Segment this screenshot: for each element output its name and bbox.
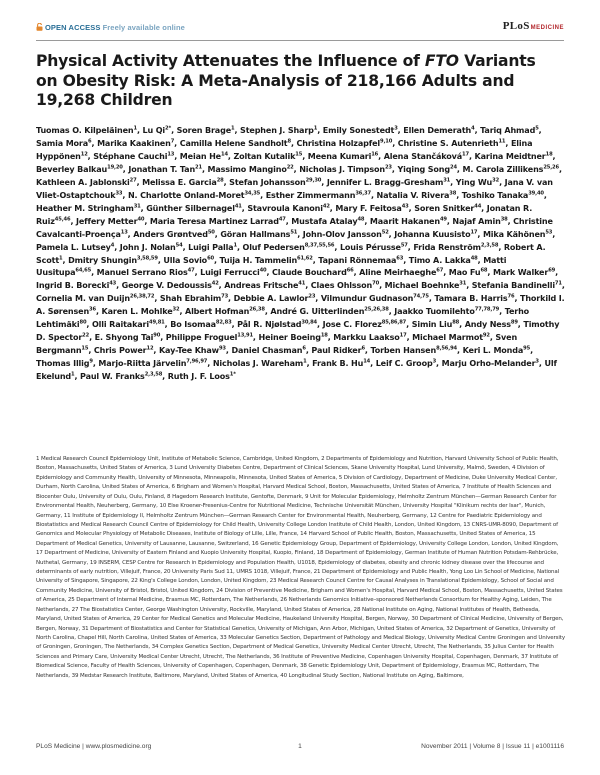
author-affiliation-marker: 80 <box>79 319 87 326</box>
author-name: Ingrid B. Borecki <box>36 281 110 291</box>
author-affiliation-marker: 12 <box>80 151 88 158</box>
author-name: Sven Bergmann <box>36 333 518 356</box>
author-affiliation-marker: 5 <box>535 125 539 132</box>
author-affiliation-marker: 43 <box>401 203 409 210</box>
author-affiliation-marker: 3,58,59 <box>136 255 158 262</box>
gene-name: FTO <box>424 52 459 70</box>
author-name: Bo Isomaa <box>170 320 216 330</box>
author-name: Thorkild I. A. Sørensen <box>36 294 565 317</box>
author-name: Ulla Sovio <box>163 255 208 265</box>
author-name: Tuomas O. Kilpeläinen <box>36 126 134 135</box>
author-affiliation-marker: 6 <box>361 345 365 352</box>
author-affiliation-marker: 1 <box>133 125 137 132</box>
author-name: Meena Kumari <box>307 151 372 161</box>
author-name: Luigi Ferrucci <box>200 268 260 278</box>
author-affiliation-marker: 43 <box>109 280 117 287</box>
author-affiliation-marker: 50 <box>207 229 215 236</box>
author-name: Massimo Mangino <box>207 164 287 174</box>
author-name: Timo A. Lakka <box>408 255 471 265</box>
author-affiliation-marker: 32 <box>172 306 180 313</box>
author-affiliation-marker: 3 <box>394 125 398 132</box>
author-name: Simin Liu <box>411 320 453 330</box>
author-name: Andy Ness <box>464 320 511 330</box>
author-affiliation-marker: 22 <box>286 164 294 171</box>
author-affiliation-marker: 31 <box>459 280 467 287</box>
author-affiliation-marker: 64,65 <box>75 267 92 274</box>
author-affiliation-marker: 15 <box>81 345 89 352</box>
author-affiliation-marker: 82,83 <box>215 319 232 326</box>
author-name: Stéphane Cauchi <box>93 151 168 161</box>
author-affiliation-marker: 42 <box>211 280 219 287</box>
open-access-label: OPEN ACCESS <box>45 23 101 32</box>
author-affiliation-marker: 76 <box>507 293 515 300</box>
author-affiliation-marker: 88 <box>452 319 460 326</box>
author-affiliation-marker: 77,78,79 <box>474 306 500 313</box>
author-affiliation-marker: 63 <box>396 255 404 262</box>
author-name: Olli Raitakari <box>91 320 149 330</box>
author-affiliation-marker: 70 <box>372 280 380 287</box>
page-number: 1 <box>298 743 302 750</box>
author-name: Dmitry Shungin <box>68 255 137 265</box>
author-name: Stavroula Kanoni <box>247 203 323 213</box>
author-affiliation-marker: 57 <box>400 242 408 249</box>
author-name: Jaakko Tuomilehto <box>394 307 475 317</box>
author-name: Heather M. Stringham <box>36 203 134 213</box>
author-affiliation-marker: 23 <box>384 164 392 171</box>
header-rule <box>36 40 564 41</box>
author-name: Tuija H. Tammelin <box>219 255 298 265</box>
author-affiliation-marker: 18 <box>320 332 328 339</box>
author-name: Jose C. Florez <box>322 320 382 330</box>
author-name: Debbie A. Lawlor <box>233 294 309 304</box>
author-name: Mark Walker <box>492 268 549 278</box>
author-affiliation-marker: 61,62 <box>297 255 313 262</box>
author-affiliation-marker: 36 <box>89 306 96 313</box>
author-affiliation-marker: 9 <box>89 358 93 365</box>
author-affiliation-marker: 31 <box>443 177 451 184</box>
author-affiliation-marker: 89 <box>510 319 518 326</box>
author-name: Jennifer L. Bragg-Gresham <box>326 177 444 187</box>
author-name: Jonathan T. Tan <box>128 164 196 174</box>
author-name: Jana V. van Vliet-Ostaptchouk <box>36 177 553 200</box>
author-affiliation-marker: 60 <box>207 255 214 262</box>
author-name: Terho Lehtimäki <box>36 307 530 330</box>
author-affiliation-marker: 14 <box>363 358 371 365</box>
author-name: John-Olov Jansson <box>302 229 382 239</box>
author-affiliation-marker: 7,96,97 <box>186 358 208 365</box>
author-affiliation-marker: 4 <box>471 125 475 132</box>
author-affiliation-marker: 34,35 <box>244 190 261 197</box>
issue-info: November 2011 | Volume 8 | Issue 11 | e1001116 <box>421 743 564 750</box>
author-affiliation-marker: 16 <box>371 151 379 158</box>
author-name: Ying Wu <box>455 177 493 187</box>
author-name: George V. Dedoussis <box>121 281 212 291</box>
author-affiliation-marker: 95 <box>523 345 531 352</box>
author-name: Marika Kaakinen <box>97 138 171 148</box>
author-affiliation-marker: 22 <box>82 332 90 339</box>
author-name: Beverley Balkau <box>36 164 108 174</box>
author-affiliation-marker: 17 <box>470 229 478 236</box>
author-affiliation-marker: 19,20 <box>107 164 123 171</box>
author-affiliation-marker: 2,3,58 <box>144 371 163 378</box>
author-name: Daniel Chasman <box>231 346 303 356</box>
author-name: Karina Meidtner <box>474 151 546 161</box>
author-affiliation-marker: 1* <box>229 371 236 378</box>
author-affiliation-marker: 9,10 <box>380 138 393 145</box>
article-title: Physical Activity Attenuates the Influence of FTO Variants on Obesity Risk: A Meta-Analysis of 218,166 Adults and 19,268 Children <box>36 52 536 109</box>
author-affiliation-marker: 42 <box>322 203 330 210</box>
open-lock-icon <box>36 23 43 31</box>
author-affiliation-marker: 53 <box>545 229 553 236</box>
author-affiliation-marker: 17 <box>462 151 469 158</box>
author-affiliation-marker: 13,91 <box>237 332 253 339</box>
author-name: Johanna Kuusisto <box>394 229 471 239</box>
author-name: Esther Zimmermann <box>265 190 356 200</box>
author-name: Keri L. Monda <box>462 346 524 356</box>
author-name: Robert A. Scott <box>36 242 546 265</box>
author-affiliation-marker: 68 <box>480 267 488 274</box>
author-affiliation-marker: 4 <box>110 242 115 249</box>
author-affiliation-marker: 8 <box>287 138 291 145</box>
author-affiliation-marker: 1 <box>313 125 318 132</box>
author-name: Christina Holzapfel <box>296 138 380 148</box>
author-affiliation-marker: 7 <box>170 138 175 145</box>
author-name: Claude Bouchard <box>272 268 347 278</box>
author-name: Philippe Froguel <box>165 333 238 343</box>
author-name: Günther Silbernagel <box>146 203 235 213</box>
author-name: Luigi Palla <box>188 242 234 252</box>
author-name: Claes Ohlsson <box>310 281 373 291</box>
author-affiliation-marker: 1 <box>59 255 63 262</box>
author-name: Najaf Amin <box>452 216 501 226</box>
author-name: Tapani Rönnemaa <box>318 255 397 265</box>
author-list: Tuomas O. Kilpeläinen$^1$, Lu $Qi^{2*}$, Soren Brage$^1$, Stephen J. Sharp$^1$, Emily Sonestedt$^3$, Ellen Demerath$^4$, Tariq Ahmad$^5$, Samia Mora$^6$, Marika Kaakinen$^7$, Camilla Helene Sandholt$^8$, Christina Holzapfel$^{9,10}$, Christine S. Autenrieth$^{11}$, Elina Hyppönen$^{12}$, Stéphane Cauchi$^{13}$, Meian He$^{14}$, Zoltan Kutalik$^{15}$, Meena Kumari$^{16}$, Alena Stančáková$^{17}$, Karina Meidtner$^{18}$, Beverley Balkau$^{19,20}$, Jonathan T. Tan$^{21}$, Massimo Mangino$^{22}$, Nicholas J. Timpson$^{23}$, Yiqing Song$^{24}$, M. Carola Zillikens$^{25,26}$, Kathleen A. Jablonski$^{27}$, Melissa E. Garcia$^{28}$, Stefan Johansson$^{29,30}$, Jennifer L. Bragg-Gresham$^{31}$, Ying Wu$^{32}$, Jana V. van Vliet-Ostaptchouk$^{33}$, N. Charlotte Onland-Moret$^{34,35}$, Esther Zimmermann$^{36,37}$, Natalia V. Rivera$^{38}$, Toshiko Tanaka$^{39,40}$, Heather M. Stringham$^{31}$, Günther Silbernagel$^{41}$, Stavroula Kanoni$^{42}$, Mary F. Feitosa$^{43}$, Soren Snitker$^{44}$, Jonatan R. Ruiz$^{45,46}$, Jeffery Metter$^{40}$, Maria Teresa Martinez Larrad$^{47}$, Mustafa Atalay$^{48}$, Maarit Hakanen$^{49}$, Najaf Amin$^{38}$, Christine Cavalcanti-Proença$^{13}$, Anders Grøntved$^{50}$, Göran Hallmans$^{51}$, John-Olov Jansson$^{52}$, Johanna Kuusisto$^{17}$, Mika Kähönen$^{53}$, Pamela L. Lutsey$^4$, John J. Nolan$^{54}$, Luigi Palla$^1$, Oluf Pedersen$^{8,37,55,56}$, Louis Pérusse$^{57}$, Frida Renström$^{2,3,58}$, Robert A. Scott$^1$, Dmitry Shungin$^{3,58,59}$, Ulla Sovio$^{60}$, Tuija H. Tammelin$^{61,62}$, Tapani Rönnemaa$^{63}$, Timo A. Lakka$^{48}$, Matti Uusitupa$^{64,65}$, Manuel Serrano Rios$^{47}$, Luigi Ferrucci$^{40}$, Claude Bouchard$^{66}$, Aline Meirhaeghe$^{67}$, Mao Fu$^{68}$, Mark Walker$^{69}$, Ingrid B. Borecki$^{43}$, George V. Dedoussis$^{42}$, Andreas Fritsche$^{41}$, Claes Ohlsson$^{70}$, Michael Boehnke$^{31}$, Stefania Bandinelli$^{71}$, Cornelia M. van Duijn$^{26,38,72}$, Shah Ebrahim$^{73}$, Debbie A. Lawlor$^{23}$, Vilmundur Gudnason$^{74,75}$, Tamara B. Harris$^{76}$, Thorkild I. A. Sørensen$^{36}$, Karen L. Mohlke$^{32}$, Albert Hofman$^{26,38}$, André G. Uitterlinden$^{25,26,38}$, Jaakko Tuomilehto$^{77,78,79}$, Terho Lehtimäki$^{80}$, Olli Raitakari$^{49,81}$, Bo Isomaa$^{82,83}$, Pål R. Njølstad$^{30,84}$, Jose C. Florez$^{85,86,87}$, Simin Liu$^{88}$, Andy Ness$^{89}$, Timothy D. Spector$^{22}$, E. Shyong Tai$^{90}$, Philippe Froguel$^{13,91}$, Heiner Boeing$^{18}$, Markku Laakso$^{17}$, Michael Marmot$^{92}$, Sven Bergmann$^{15}$, Chris Power$^{12}$, Kay-Tee Khaw$^{93}$, Daniel Chasman$^6$, Paul Ridker$^6$, Torben Hansen$^{8,56,94}$, Keri L. Monda$^{95}$, Thomas Illig$^9$, Marjo-Riitta Järvelin$^{7,96,97}$, Nicholas J. Wareham$^1$, Frank B. Hu$^{14}$, Leif C. Groop$^3$, Marju Orho-Melander$^3$, Ulf Ekelund$^1$, Paul W. Franks$^{2,3,58}$, Ruth J. F. Loos$^{1*}$ <box>36 125 565 382</box>
author-affiliation-marker: 41 <box>298 280 306 287</box>
author-affiliation-marker: 51 <box>290 229 298 236</box>
author-name: Paul W. Franks <box>80 372 145 382</box>
author-affiliation-marker: 48 <box>357 216 365 223</box>
author-affiliation-marker: 38 <box>500 216 508 223</box>
author-affiliation-marker: 3 <box>535 358 539 365</box>
author-affiliation-marker: 6 <box>302 345 306 352</box>
author-name: Mao Fu <box>448 268 481 278</box>
author-name: E. Shyong Tai <box>94 333 154 343</box>
author-affiliation-marker: 52 <box>381 229 389 236</box>
author-name: Christine Cavalcanti-Proença <box>36 216 553 239</box>
author-affiliation-marker: 74,75 <box>413 293 429 300</box>
author-name: Nicholas J. Timpson <box>299 164 385 174</box>
author-affiliation-marker: 11 <box>498 138 506 145</box>
author-affiliation-marker: 28 <box>216 177 224 184</box>
author-name: Melissa E. Garcia <box>142 177 217 187</box>
author-name: Mustafa Atalay <box>291 216 358 226</box>
journal-header <box>36 22 564 38</box>
author-affiliation-marker: 15 <box>295 151 303 158</box>
author-affiliation-marker: 47 <box>278 216 286 223</box>
author-affiliation-marker: 36,37 <box>355 190 371 197</box>
author-affiliation-marker: 44 <box>474 203 482 210</box>
author-name: Zoltan Kutalik <box>233 151 296 161</box>
author-affiliation-marker: 21 <box>195 164 202 171</box>
author-name: Leif C. Groop <box>375 359 433 369</box>
author-name: Cornelia M. van Duijn <box>36 294 130 304</box>
author-affiliation-marker: 45,46 <box>54 216 71 223</box>
author-name: Albert Hofman <box>185 307 250 317</box>
author-name: Meian He <box>179 151 221 161</box>
author-name: Göran Hallmans <box>220 229 291 239</box>
author-affiliation-marker: 31 <box>133 203 141 210</box>
author-affiliation-marker: 24 <box>450 164 457 171</box>
author-name: Mary F. Feitosa <box>335 203 402 213</box>
author-name: Matti Uusitupa <box>36 255 507 278</box>
author-affiliation-marker: 39,40 <box>528 190 544 197</box>
author-name: Mika Kähönen <box>482 229 546 239</box>
author-affiliation-marker: 1 <box>233 242 237 249</box>
author-name: Tariq Ahmad <box>480 126 536 135</box>
author-affiliation-marker: 25,26 <box>543 164 559 171</box>
author-name: Andreas Fritsche <box>224 281 299 291</box>
author-affiliation-marker: 27 <box>129 177 137 184</box>
author-name: Ellen Demerath <box>403 126 472 135</box>
author-affiliation-marker: 33 <box>115 190 123 197</box>
author-affiliation-marker: 3 <box>432 358 437 365</box>
author-name: Thomas Illig <box>36 359 90 369</box>
author-name: Pål R. Njølstad <box>237 320 302 330</box>
author-name: Jeffery Metter <box>76 216 138 226</box>
author-affiliation-marker: 17 <box>399 332 407 339</box>
author-affiliation-marker: 93 <box>218 345 226 352</box>
author-affiliation-marker: 12 <box>146 345 154 352</box>
author-name: Maarit Hakanen <box>369 216 440 226</box>
author-name: Christine S. Autenrieth <box>397 138 499 148</box>
author-affiliation-marker: 40 <box>137 216 145 223</box>
author-affiliation-marker: 92 <box>482 332 490 339</box>
author-affiliation-marker: 8,37,55,56 <box>304 242 335 249</box>
author-name: Kathleen A. Jablonski <box>36 177 130 187</box>
author-affiliation-marker: 54 <box>175 242 183 249</box>
author-affiliation-marker: 26,38,72 <box>129 293 155 300</box>
author-affiliation-marker: 73 <box>221 293 229 300</box>
author-name: Lu Qi <box>142 126 166 135</box>
author-name: Ulf Ekelund <box>36 359 557 382</box>
author-affiliation-marker: 13 <box>167 151 175 158</box>
author-name: Stefania Bandinelli <box>471 281 555 291</box>
author-affiliation-marker: 90 <box>153 332 161 339</box>
author-affiliation-marker: 14 <box>220 151 228 158</box>
author-name: Louis Pérusse <box>339 242 401 252</box>
author-name: Timothy D. Spector <box>36 320 560 343</box>
author-name: Frank B. Hu <box>312 359 364 369</box>
journal-logo <box>503 20 564 32</box>
footer-journal-url: PLoS Medicine | www.plosmedicine.org <box>36 743 152 750</box>
author-name: Markku Laakso <box>333 333 400 343</box>
author-name: Emily Sonestedt <box>322 126 395 135</box>
author-name: John J. Nolan <box>119 242 176 252</box>
author-affiliation-marker: 26,38 <box>249 306 265 313</box>
author-name: Kay-Tee Khaw <box>158 346 219 356</box>
author-name: Heiner Boeing <box>258 333 321 343</box>
author-affiliation-marker: 1 <box>303 358 307 365</box>
author-name: Yiqing Song <box>397 164 450 174</box>
author-name: Natalia V. Rivera <box>376 190 450 200</box>
author-name: Paul Ridker <box>311 346 362 356</box>
author-affiliation-marker: 85,86,87 <box>381 319 407 326</box>
journal-mark: PLoS <box>502 20 530 32</box>
open-access-banner <box>36 23 185 32</box>
author-affiliation-marker: 18 <box>545 151 553 158</box>
author-affiliation-marker: 30,84 <box>301 319 318 326</box>
author-name: Anders Grøntved <box>133 229 208 239</box>
author-affiliation-marker: 8,56,94 <box>436 345 458 352</box>
author-affiliation-marker: 2,3,58 <box>480 242 499 249</box>
author-affiliation-marker: 38 <box>449 190 457 197</box>
journal-sub: MEDICINE <box>530 25 564 31</box>
author-affiliation-marker: 67 <box>436 267 444 274</box>
author-name: Samia Mora <box>36 138 89 148</box>
author-name: Stephen J. Sharp <box>240 126 314 135</box>
author-name: Marju Orho-Melander <box>441 359 536 369</box>
affiliations: 1 Medical Research Council Epidemiology Unit, Institute of Metabolic Science, Cambridge, United Kingdom, 2 Departments of Epidemiology and Nutrition, Harvard University School of Public Health, Boston, Massachusetts, United States of America, 3 Lund University Diabetes Centre, Department of Clinical Sciences, Skane University Hospital, Lund University, Malmö, Sweden, 4 Division of Epidemiology and Community Health, University of Minnesota, Minneapolis, Minnesota, United States of America, 5 Division of Cardiology, Department of Medicine, Duke University Medical Center, Durham, North Carolina, United States of America, 6 Brigham and Women's Hospital, Harvard Medical School, Boston, Massachusetts, United States of America, 7 Institute of Health Sciences and Biocenter Oulu, University of Oulu, Oulu, Finland, 8 Hagedorn Research Institute, Gentofte, Denmark, 9 Unit for Molecular Epidemiology, Helmholtz Zentrum München—German Research Center for Environmental Health, Neuherberg, Germany, 10 Else Kroener-Fresenius-Centre for Nutritional Medicine, Technische Universität München, University Hospital "Klinikum rechts der Isar", Munich, Germany, 11 Institute of Epidemiology II, Helmholtz Zentrum München—German Research Center for Environmental Health, Neuherberg, Germany, 12 Centre for Paediatric Epidemiology and Biostatistics and Medical Research Council Centre of Epidemiology for Child Health, University College London Institute of Child Health, London, United Kingdom, 13 CNRS-UMR-8090, Department of Genomics and Molecular Physiology of Metabolic Diseases, Institute of Biology of Lille, Lille, France, 14 Harvard School of Public Health, Boston, Massachusetts, United States of America, 15 Department of Medical Genetics, University of Lausanne, Lausanne, Switzerland, 16 Genetic Epidemiology Group, Department of Epidemiology, University College London, London, United Kingdom, 17 Department of Medicine, University of Eastern Finland and Kuopio University Hospital, Kuopio, Finland, 18 Department of Epidemiology, German Institute of Human Nutrition Potsdam-Rehbrücke, Nuthetal, Germany, 19 INSERM, CESP Centre for Research in Epidemiology and Population Health, U1018, Epidemiology of diabetes, obesity and chronic kidney disease over the lifecourse and determinants of early nutrition, Villejuif, France, 20 University Paris Sud 11, UMRS 1018, Villejuif, France, 21 Department of Epidemiology and Public Health, Yong Loo Lin School of Medicine, National University of Singapore, Singapore, 22 King's College London, London, United Kingdom, 23 Medical Research Council Centre for Causal Analyses in Translational Epidemiology, School of Social and Community Medicine, University of Bristol, Bristol, United Kingdom, 24 Division of Preventive Medicine, Brigham and Women's Hospital, Harvard Medical School, Boston, Massachusetts, United States of America, 25 Department of Internal Medicine, Erasmus MC, Rotterdam, The Netherlands, 26 Netherlands Genomics Initiative–sponsored Netherlands Consortium for Healthy Aging, Leiden, The Netherlands, 27 The Biostatistics Center, George Washington University, Rockville, Maryland, United States of America, 28 National Institute on Aging, National Institutes of Health, Bethesda, Maryland, United States of America, 29 Center for Medical Genetics and Molecular Medicine, Haukeland University Hospital, Bergen, Norway, 30 Department of Clinical Medicine, University of Bergen, Bergen, Norway, 31 Department of Biostatistics and Center for Statistical Genetics, University of Michigan, Ann Arbor, Michigan, United States of America, 32 Department of Genetics, University of North Carolina, Chapel Hill, North Carolina, United States of America, 33 Molecular Genetics Section, Department of Pathology and Medical Biology, University Medical Centre Groningen and University of Groningen, Groningen, The Netherlands, 34 Complex Genetics Section, Department of Medical Genetics, University Medical Center Utrecht, Utrecht, The Netherlands, 35 Julius Center for Health Sciences and Primary Care, University Medical Center Utrecht, Utrecht, The Netherlands, 36 Institute of Preventive Medicine, Copenhagen University Hospital, Copenhagen, Denmark, 37 Institute of Biomedical Science, Faculty of Health Sciences, University of Copenhagen, Copenhagen, Denmark, 38 Genetic Epidemiology Unit, Department of Epidemiology, Erasmus MC, Rotterdam, The Netherlands, 39 Medstar Research Institute, Baltimore, Maryland, United States of America, 40 Longitudinal Study Section, National Institute on Aging, Baltimore, <box>36 456 565 679</box>
author-name: Stefan Johansson <box>229 177 306 187</box>
author-name: Michael Boehnke <box>384 281 460 291</box>
author-name: Chris Power <box>93 346 147 356</box>
free-online-label: Freely available online <box>102 23 185 32</box>
author-name: Elina Hyppönen <box>36 138 533 161</box>
author-name: André G. Uitterlinden <box>270 307 365 317</box>
author-name: Toshiko Tanaka <box>461 190 529 200</box>
author-affiliation-marker: 6 <box>88 138 92 145</box>
author-affiliation-marker: 29,30 <box>305 177 322 184</box>
author-affiliation-marker: 2* <box>165 125 172 132</box>
author-name: Camilla Helene Sandholt <box>179 138 288 148</box>
author-affiliation-marker: 47 <box>187 267 195 274</box>
author-affiliation-marker: 49 <box>439 216 447 223</box>
author-name: Ruth J. F. Loos <box>167 372 230 382</box>
author-name: Vilmundur Gudnason <box>320 294 414 304</box>
author-name: Jonatan R. Ruiz <box>36 203 533 226</box>
author-affiliation-marker: 1 <box>231 125 235 132</box>
author-name: Alena Stančáková <box>383 151 463 161</box>
author-affiliation-marker: 40 <box>259 267 267 274</box>
author-name: Michael Marmot <box>412 333 483 343</box>
author-name: Torben Hansen <box>370 346 437 356</box>
author-name: Tamara B. Harris <box>434 294 508 304</box>
author-name: Manuel Serrano Rios <box>96 268 188 278</box>
author-affiliation-marker: 71 <box>554 280 562 287</box>
author-name: Soren Snitker <box>414 203 475 213</box>
author-affiliation-marker: 13 <box>120 229 128 236</box>
author-name: Karen L. Mohlke <box>101 307 173 317</box>
author-name: Maria Teresa Martinez Larrad <box>149 216 279 226</box>
author-affiliation-marker: 25,26,38 <box>364 306 389 313</box>
author-name: Shah Ebrahim <box>159 294 222 304</box>
author-name: Soren Brage <box>176 126 232 135</box>
author-name: N. Charlotte Onland-Moret <box>127 190 245 200</box>
author-affiliation-marker: 23 <box>308 293 316 300</box>
author-affiliation-marker: 49,81 <box>148 319 165 326</box>
author-name: Oluf Pedersen <box>242 242 305 252</box>
author-affiliation-marker: 66 <box>346 267 354 274</box>
author-affiliation-marker: 69 <box>548 267 556 274</box>
author-name: Frida Renström <box>413 242 481 252</box>
author-affiliation-marker: 32 <box>492 177 500 184</box>
author-name: Pamela L. Lutsey <box>36 242 111 252</box>
author-name: Marjo-Riitta Järvelin <box>98 359 187 369</box>
author-name: M. Carola Zillikens <box>462 164 544 174</box>
author-affiliation-marker: 48 <box>470 255 478 262</box>
author-affiliation-marker: 41 <box>234 203 242 210</box>
author-name: Nicholas J. Wareham <box>212 359 304 369</box>
author-name: Aline Meirhaeghe <box>359 268 437 278</box>
author-affiliation-marker: 1 <box>71 371 75 378</box>
